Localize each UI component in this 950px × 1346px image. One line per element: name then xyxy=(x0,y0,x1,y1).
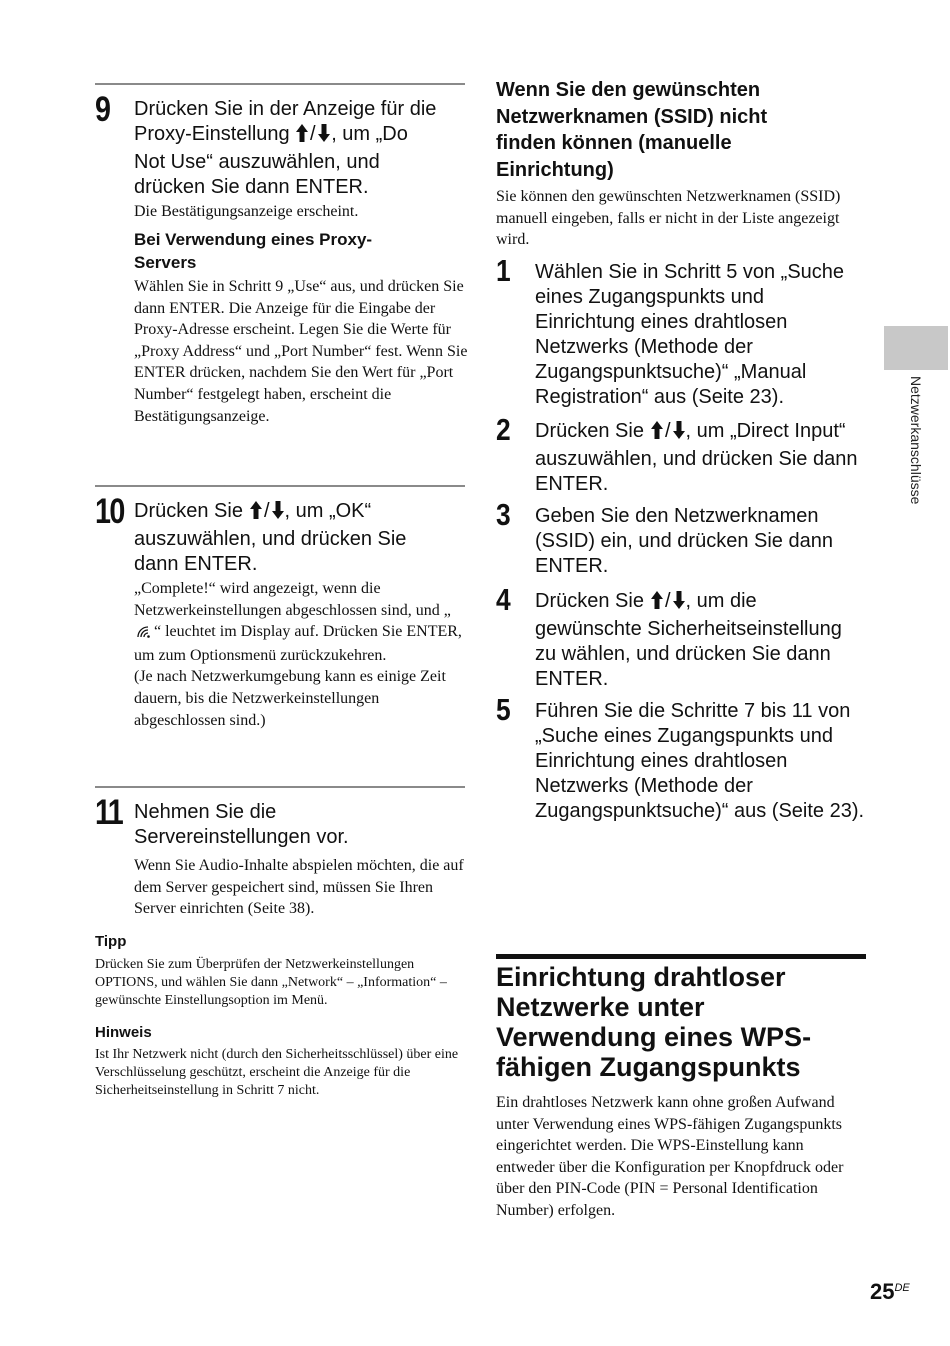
step10-title-line2: auszuwählen, und drücken Sie xyxy=(134,528,407,550)
step10-title-line3: dann ENTER. xyxy=(134,553,258,575)
manual-step2-text-a: Drücken Sie xyxy=(535,420,650,442)
page-number-value: 25 xyxy=(870,1279,895,1304)
manual-step3-number: 3 xyxy=(496,497,511,532)
svg-text:/: / xyxy=(263,500,270,520)
step10-title-line1-text: Drücken Sie xyxy=(134,500,249,522)
step10-body-text-b: “ leuchtet im Display auf. Drücken Sie ENTER, um zum Optionsmenü zurückzukehren. xyxy=(134,623,462,664)
manual-step4-text xyxy=(535,589,865,692)
manual-setup-heading: Wenn Sie den gewünschten Netzwerknamen (SSID) nicht finden können (manuelle Einrichtung) xyxy=(496,79,768,181)
step9-title-line2-text: Proxy-Einstellung xyxy=(134,123,296,145)
step9-title xyxy=(134,97,474,200)
up-down-arrow-icon xyxy=(249,500,285,527)
svg-text:/: / xyxy=(310,123,316,143)
step10-number: 10 xyxy=(95,492,124,531)
wps-section-body: Ein drahtloses Netzwerk kann ohne großen Aufwand unter Verwendung eines WPS-fähigen Zugangspunkts eingerichtet werden. Die WPS-Einstellung kann entweder über die Konfiguration per Knopfdruck oder über den PIN-Code (PIN = Personal Identification Number) erfolgen. xyxy=(496,1094,844,1219)
svg-text:/: / xyxy=(664,420,671,440)
step10-body-text-c: (Je nach Netzwerkumgebung kann es einige Zeit dauern, bis die Netzwerkeinstellungen abgeschlossen sind.) xyxy=(134,668,446,729)
step9-rule xyxy=(95,83,465,85)
note-body: Ist Ihr Netzwerk nicht (durch den Sicherheitsschlüssel) über eine Verschlüsselung geschützt, erscheint die Anzeige für die Sicherheitseinstellung in Schritt 7 nicht. xyxy=(95,1047,459,1098)
step10-title-line1 xyxy=(134,499,474,527)
manual-step4-number: 4 xyxy=(496,582,511,617)
tip-heading: Tipp xyxy=(95,933,127,950)
step11-title: Nehmen Sie die Servereinstellungen vor. xyxy=(134,801,349,848)
wireless-indicator-icon xyxy=(136,623,152,645)
manual-setup-intro: Sie können den gewünschten Netzwerknamen (SSID) manuell eingeben, falls er nicht in der Liste angezeigt wird. xyxy=(496,188,841,249)
manual-step5-number: 5 xyxy=(496,692,511,727)
step10-rule xyxy=(95,485,465,487)
manual-step1-number: 1 xyxy=(496,253,511,288)
page-number-suffix: DE xyxy=(894,1282,910,1294)
step9-title-line1: Drücken Sie in der Anzeige für die xyxy=(134,98,437,120)
page-number xyxy=(870,1279,910,1305)
manual-step5-text: Führen Sie die Schritte 7 bis 11 von „Suche eines Zugangspunkts und Einrichtung eines drahtlosen Netzwerks (Methode der Zugangspunktsuche)“ aus (Seite 23). xyxy=(535,700,865,822)
step9-number: 9 xyxy=(95,90,110,129)
step10-body-text-a: „Complete!“ wird angezeigt, wenn die Netzwerkeinstellungen abgeschlossen sind, und „ xyxy=(134,580,451,619)
proxy-subheading: Bei Verwendung eines Proxy-Servers xyxy=(134,230,373,272)
manual-step3-text: Geben Sie den Netzwerknamen (SSID) ein, und drücken Sie dann ENTER. xyxy=(535,505,833,577)
manual-step1-text: Wählen Sie in Schritt 5 von „Suche eines Zugangspunkts und Einrichtung eines drahtlosen Netzwerks (Methode der Zugangspunktsuche)“ „Manual Registration“ aus (Seite 23). xyxy=(535,261,845,408)
side-tab-label: Netzwerkanschlüsse xyxy=(908,376,924,505)
note-heading: Hinweis xyxy=(95,1024,152,1041)
step10-title xyxy=(134,499,474,577)
up-down-arrow-icon xyxy=(650,420,686,447)
svg-text:/: / xyxy=(664,590,671,610)
manual-step4-text-a: Drücken Sie xyxy=(535,590,650,612)
step11-body: Wenn Sie Audio-Inhalte abspielen möchten, die auf dem Server gespeichert sind, müssen Sie Ihren Server einrichten (Seite 38). xyxy=(134,857,464,918)
step10-title-line1-end: , um „OK“ xyxy=(284,500,372,522)
step11-number: 11 xyxy=(95,793,123,832)
manual-step2-number: 2 xyxy=(496,412,511,447)
step9-body: Die Bestätigungsanzeige erscheint. xyxy=(134,203,359,220)
up-down-arrow-icon xyxy=(295,123,331,150)
proxy-body: Wählen Sie in Schritt 9 „Use“ aus, und drücken Sie dann ENTER. Die Anzeige für die Eingabe der Proxy-Adresse erscheint. Legen Sie die Werte für „Proxy Address“ und „Port Number“ fest. Wenn Sie ENTER drücken, nachdem Sie den Wert für „Port Number“ festgelegt haben, erscheint die Bestätigungsanzeige. xyxy=(134,278,468,425)
step10-body xyxy=(134,578,470,731)
side-tab xyxy=(884,326,948,370)
step9-title-line2 xyxy=(134,122,474,150)
step9-title-line2-end: , um „Do xyxy=(331,123,408,145)
step9-title-line3: Not Use“ auszuwählen, und xyxy=(134,151,380,173)
step11-rule xyxy=(95,786,465,788)
tip-body: Drücken Sie zum Überprüfen der Netzwerkeinstellungen OPTIONS, und wählen Sie dann „Network“ – „Information“ – gewünschte Einstellungsoption im Menü. xyxy=(95,957,447,1008)
manual-step2-text-b: , um „Direct Input“ auszuwählen, und drücken Sie dann ENTER. xyxy=(535,420,858,495)
step9-title-line4: drücken Sie dann ENTER. xyxy=(134,176,369,198)
wps-section-heading: Einrichtung drahtloser Netzwerke unter Verwendung eines WPS-fähigen Zugangspunkts xyxy=(496,962,812,1082)
manual-step2-text xyxy=(535,419,870,497)
up-down-arrow-icon xyxy=(650,590,686,617)
wps-section-rule xyxy=(496,954,866,959)
manual-step4-text-b: , um die gewünschte Sicherheitseinstellung zu wählen, und drücken Sie dann ENTER. xyxy=(535,590,842,690)
